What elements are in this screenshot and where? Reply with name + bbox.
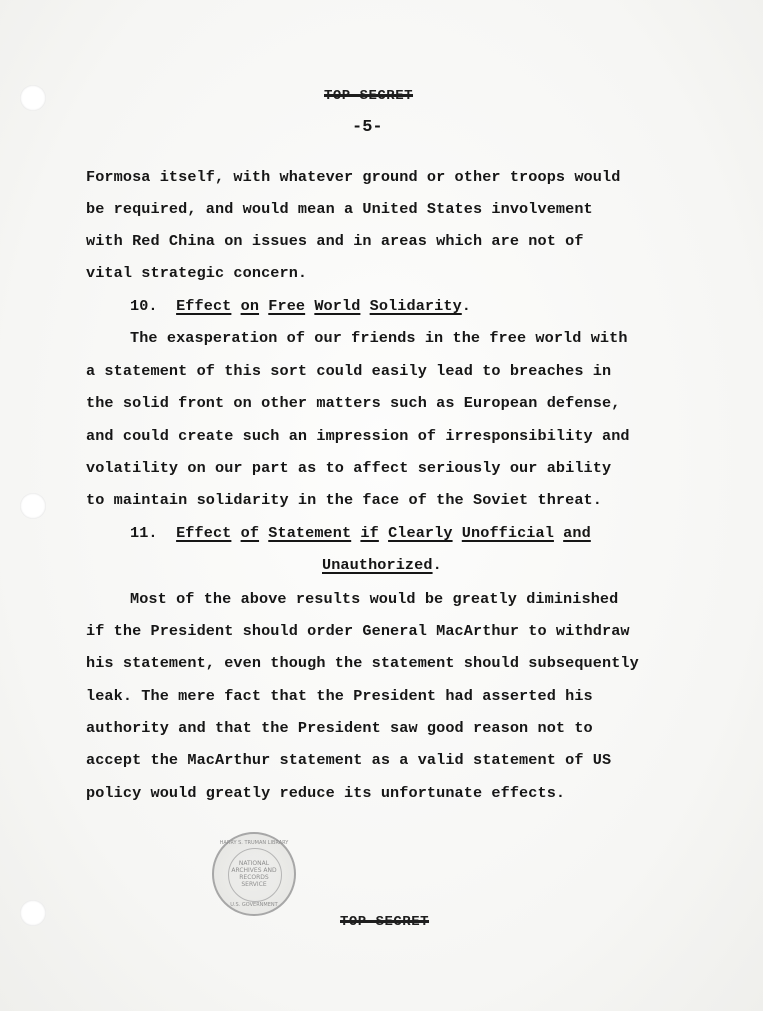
section-10-line: and could create such an impression of irresponsibility and [86,427,630,445]
section-11-number: 11. [130,524,158,542]
body-line: vital strategic concern. [86,264,308,282]
section-10-heading [130,297,471,315]
heading-word: and [563,524,591,542]
body-line: Formosa itself, with whatever ground or other troops would [86,168,621,186]
stamp-bottom-text: U.S. GOVERNMENT [230,902,278,908]
section-11-heading-line2 [322,556,442,574]
heading-period: . [461,297,471,315]
heading-word: Free [268,297,306,315]
heading-word: Effect [176,524,232,542]
section-10-line: a statement of this sort could easily lead to breaches in [86,362,612,380]
footer-classification: TOP SECRET [340,914,430,930]
heading-word: Solidarity [369,297,462,315]
heading-word: Clearly [388,524,453,542]
punch-hole-bottom [20,900,46,926]
section-10-line: The exasperation of our friends in the free world with [130,329,628,347]
punch-hole-middle [20,493,46,519]
stamp-center-line: RECORDS [239,874,269,881]
section-11-line: leak. The mere fact that the President had asserted his [86,687,593,705]
section-11-heading [130,524,591,542]
section-11-line: if the President should order General MacArthur to withdraw [86,622,630,640]
heading-word: Unofficial [461,524,554,542]
heading-word: Statement [268,524,352,542]
heading-word: if [360,524,379,542]
section-11-line: policy would greatly reduce its unfortunate effects. [86,784,566,802]
heading-word: World [314,297,361,315]
section-11-line: his statement, even though the statement should subsequently [86,654,639,672]
heading-word: of [240,524,260,542]
stamp-outer-text: HARRY S. TRUMAN LIBRARY [219,840,289,846]
section-11-line: authority and that the President saw good reason not to [86,719,593,737]
section-10-number: 10. [130,297,158,315]
heading-word: Effect [176,297,232,315]
page-number: -5- [352,118,383,137]
section-10-line: volatility on our part as to affect seriously our ability [86,459,612,477]
body-line: be required, and would mean a United States involvement [86,200,593,218]
header-classification: TOP SECRET [324,88,414,104]
stamp-center-line: NATIONAL [238,860,270,867]
section-11-line: Most of the above results would be greatly diminished [130,590,619,608]
section-11-line: accept the MacArthur statement as a valid statement of US [86,751,612,769]
stamp-center-line: SERVICE [241,881,267,888]
heading-word: on [240,297,260,315]
body-line: with Red China on issues and in areas which are not of [86,232,584,250]
heading-period: . [432,556,442,574]
archive-stamp [212,832,296,916]
punch-hole-top [20,85,46,111]
section-10-line: the solid front on other matters such as European defense, [86,394,621,412]
heading-word: Unauthorized [322,556,433,574]
section-10-line: to maintain solidarity in the face of the Soviet threat. [86,491,602,509]
stamp-center-line: ARCHIVES AND [231,867,277,874]
